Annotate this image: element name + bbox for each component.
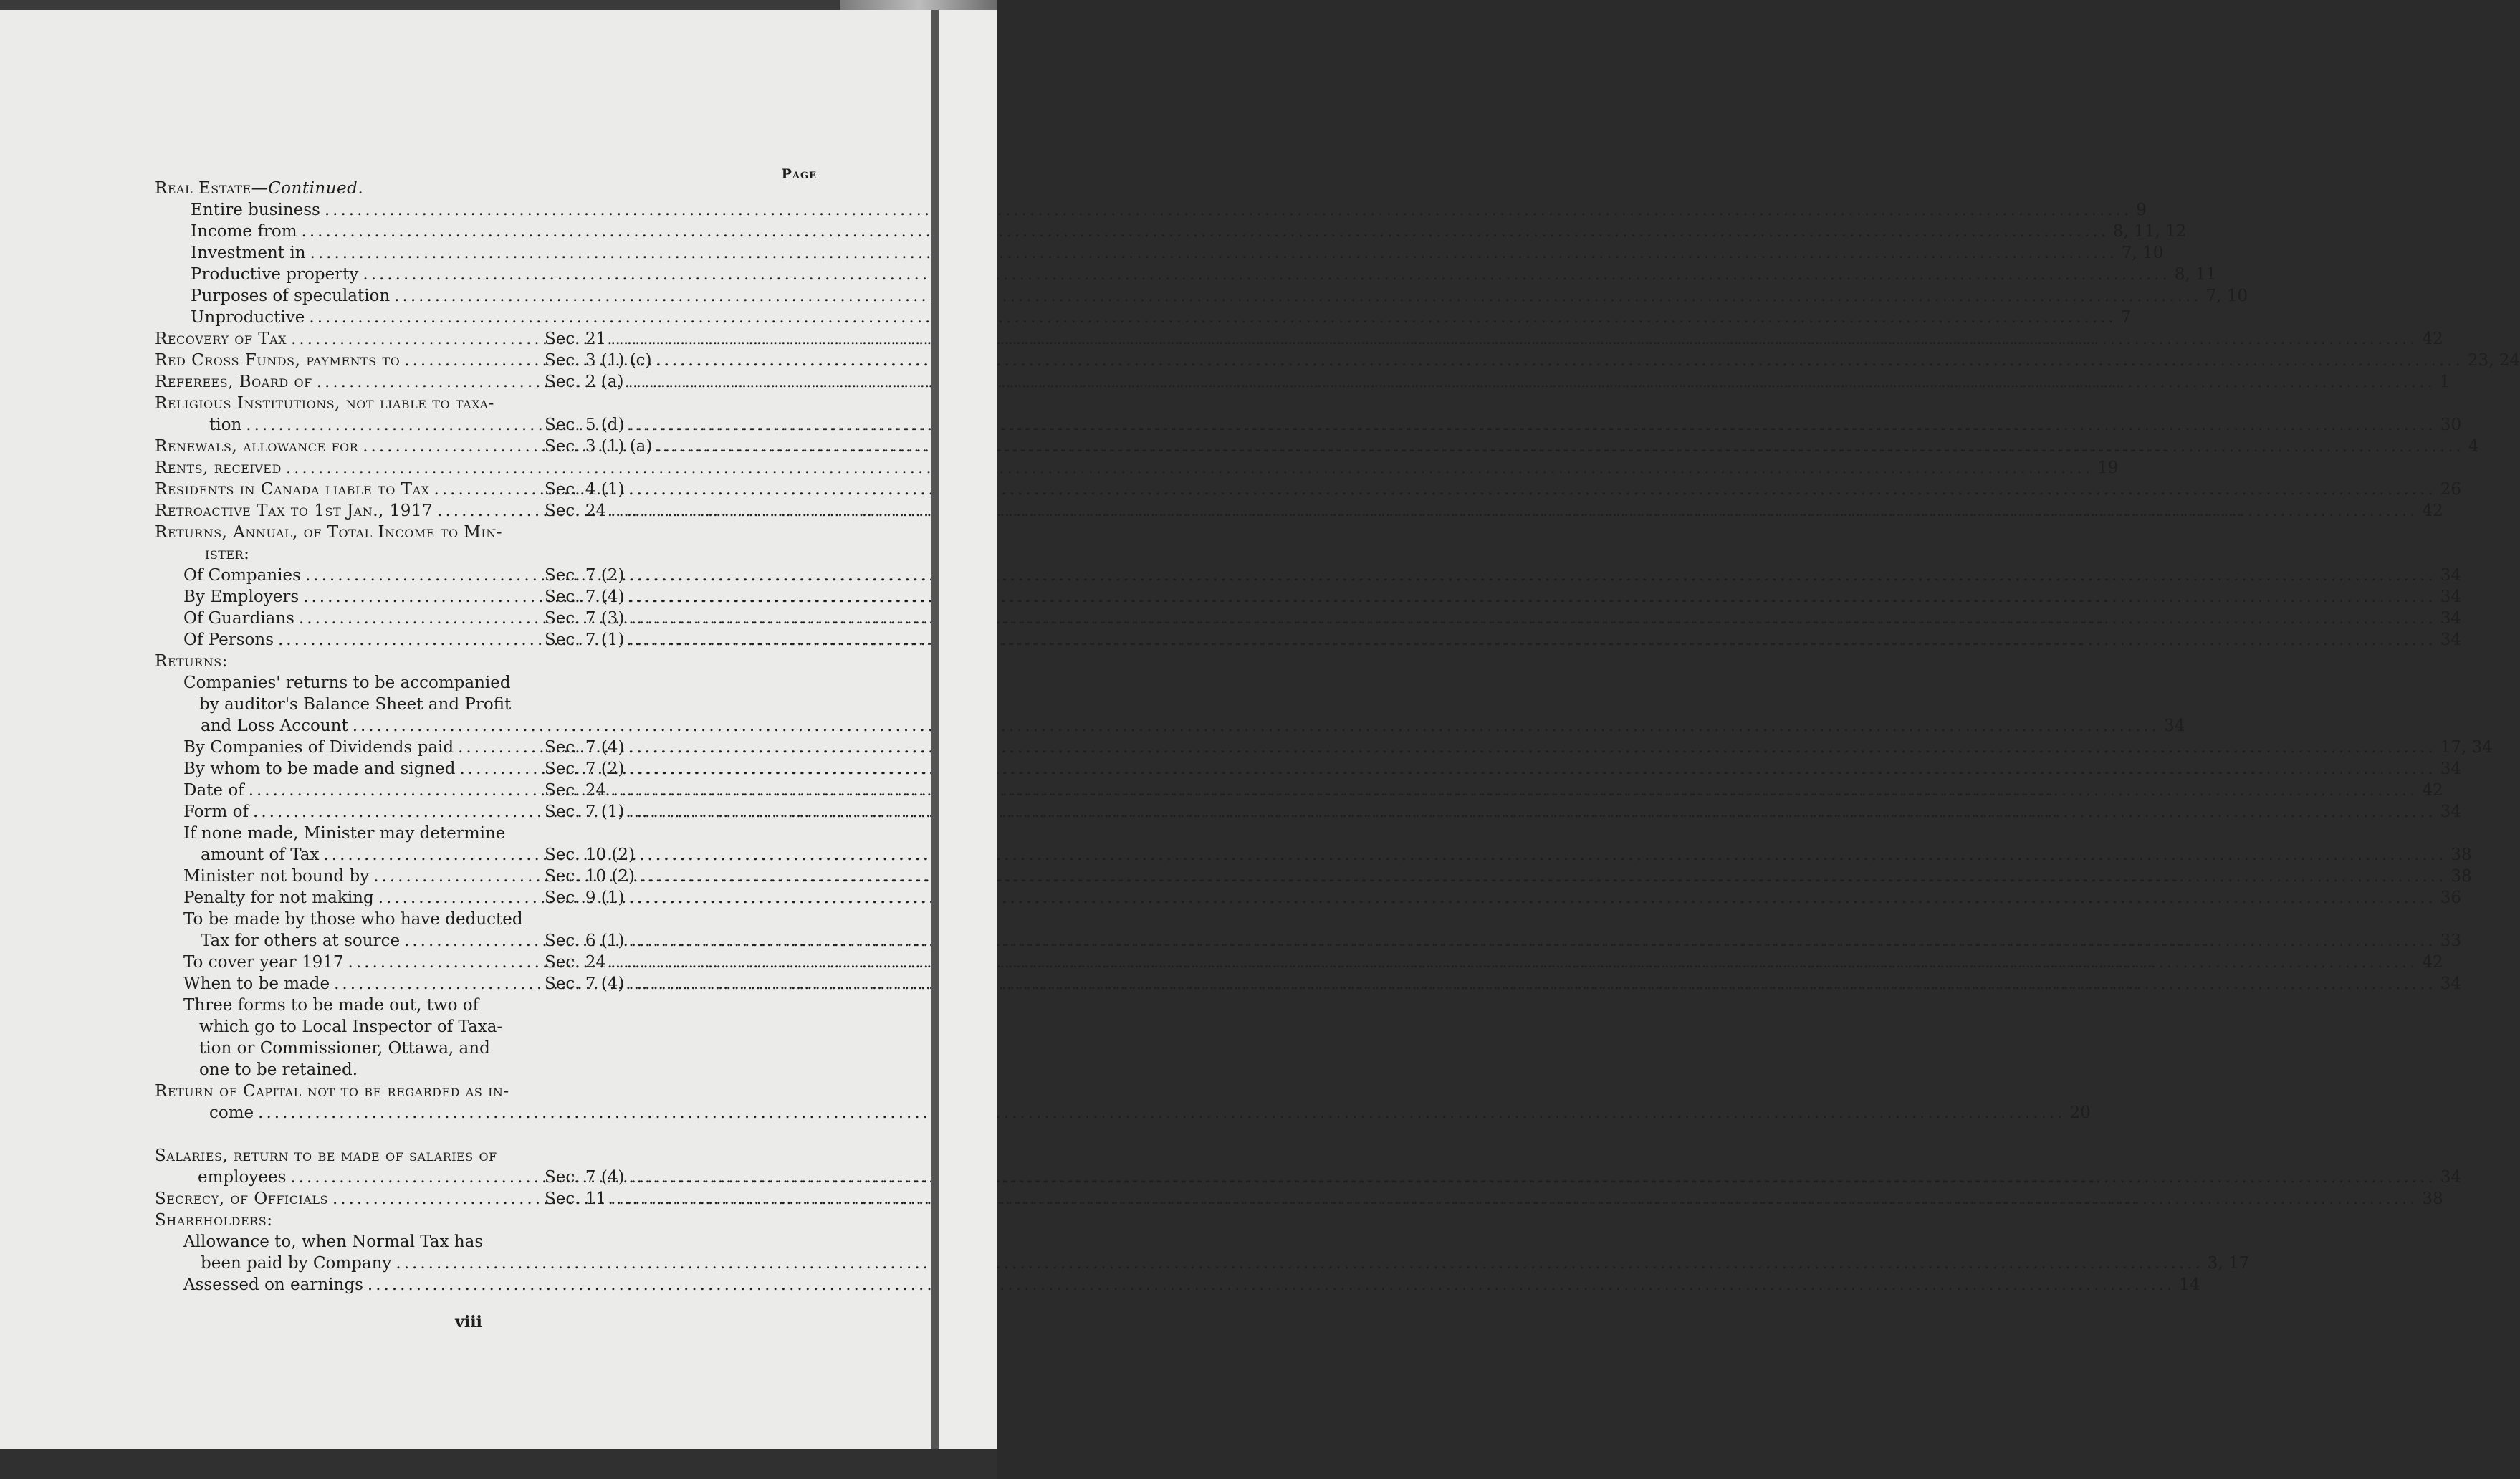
entry-subheading: and Loss Account [201, 717, 348, 735]
adjacent-page-strip [939, 10, 997, 1449]
entry-subheading: Of Guardians [183, 609, 294, 628]
leader-dots [656, 436, 2463, 457]
entry-left [155, 436, 545, 457]
entry-page-number: 19 [2097, 459, 2119, 477]
entry-heading: Referees, Board of [155, 373, 312, 391]
entry-subheading: been paid by Company [201, 1254, 392, 1273]
entry-page-number: 7, 10 [2205, 287, 2248, 305]
entry-section-ref: Sec. 7 (4) [545, 1168, 625, 1187]
entry-right [545, 844, 2472, 866]
index-entry [143, 758, 2462, 780]
entry-right [545, 737, 2493, 758]
entry-section-ref: Sec. 10 (2) [545, 846, 636, 864]
index-entry [143, 952, 2443, 973]
entry-subheading: employees [198, 1168, 287, 1187]
entry-section-ref: Sec. 7 (3) [545, 609, 625, 628]
entry-page-number: 38 [2450, 867, 2472, 886]
index-entry [143, 1274, 2200, 1296]
leader-dots [610, 952, 2418, 973]
entry-left [155, 414, 545, 436]
entry-subheading: Of Persons [183, 631, 274, 649]
entry-page-number: 33 [2440, 932, 2462, 950]
index-entry [143, 393, 817, 414]
entry-left [155, 500, 545, 522]
entry-page-number: 3, 17 [2207, 1254, 2250, 1273]
leader-dots [628, 887, 2435, 909]
entry-subheading: Date of [183, 781, 244, 800]
entry-left [183, 608, 545, 629]
entry-section-ref: Sec. 21 [545, 330, 607, 348]
page-folio: viii [455, 1313, 482, 1331]
index-entry [143, 780, 2443, 801]
entry-heading: Shareholders: [155, 1211, 273, 1230]
entry-left [183, 866, 545, 887]
index-entry-text [143, 1016, 817, 1038]
leader-dots [656, 350, 2463, 371]
entry-left [155, 479, 545, 500]
index-entry [143, 866, 2472, 887]
leader-dots [628, 737, 2435, 758]
entry-subheading: By whom to be made and signed [183, 760, 456, 778]
entry-subheading: Tax for others at source [201, 932, 401, 950]
entry-subheading: Productive property [191, 265, 359, 284]
entry-right [545, 328, 2443, 350]
entry-heading: Secrecy, of Officials [155, 1190, 328, 1208]
index-entry [143, 1167, 2462, 1188]
entry-left [183, 629, 545, 651]
leader-dots [363, 264, 2170, 285]
index-entry [143, 844, 2472, 866]
index-entry [143, 328, 2443, 350]
entry-section-ref: Sec. 5 (d) [545, 416, 625, 434]
entry-page-number: 1 [2439, 373, 2450, 391]
entry-right [545, 565, 2461, 586]
entry-right [545, 629, 2461, 651]
leader-dots [394, 285, 2201, 307]
entry-page-number: 34 [2440, 1168, 2462, 1187]
entry-subheading: Penalty for not making [183, 889, 374, 907]
index-entry [143, 1145, 817, 1167]
entry-subheading: amount of Tax [201, 846, 320, 864]
leader-dots [628, 565, 2435, 586]
index-entry [143, 500, 2443, 522]
index-entry [143, 178, 817, 199]
entry-section-ref: Sec. 6 (1) [545, 932, 625, 950]
entry-subheading: Entire business [191, 201, 320, 219]
entry-left [183, 801, 545, 823]
entry-right [545, 887, 2461, 909]
index-entry [143, 436, 2479, 457]
entry-right [545, 586, 2461, 608]
index-entry [143, 285, 2248, 307]
entry-right [545, 801, 2461, 823]
index-entry [143, 801, 2462, 823]
entry-left [183, 887, 545, 909]
entry-page-number: 38 [2450, 846, 2472, 864]
entry-left [183, 1167, 545, 1188]
entry-section-ref: Sec. 3 (1) (c) [545, 351, 652, 370]
entry-section-ref: Sec. 7 (4) [545, 588, 625, 606]
page-column-header: Page [781, 166, 817, 182]
entry-section-ref: Sec. 24 [545, 953, 607, 972]
entry-heading: come [209, 1104, 254, 1122]
index-entry-text [143, 1038, 817, 1059]
entry-page-number: 42 [2422, 781, 2443, 800]
entry-page-number: 34 [2440, 975, 2462, 993]
entry-page-number: 42 [2422, 502, 2443, 520]
entry-right [545, 350, 2520, 371]
entry-subheading: Assessed on earnings [183, 1275, 363, 1294]
entry-right [545, 758, 2461, 780]
entry-left [183, 565, 545, 586]
entry-gap [143, 1124, 817, 1145]
entry-right [545, 436, 2478, 457]
leader-dots [302, 221, 2109, 242]
index-entry-text [143, 1231, 817, 1253]
leader-dots [628, 930, 2435, 952]
entry-left [183, 952, 545, 973]
leader-dots [610, 780, 2418, 801]
entry-text-line: Companies' returns to be accompanied [183, 674, 511, 692]
entry-text-line: To be made by those who have deducted [183, 910, 523, 929]
index-entry [143, 479, 2462, 500]
entry-left [183, 844, 545, 866]
entry-page-number: 23, 24 [2467, 351, 2520, 370]
book-page [0, 10, 2520, 1449]
index-entry [143, 565, 2462, 586]
entry-heading: Retroactive Tax to 1st Jan., 1917 [155, 502, 433, 520]
leader-dots [368, 1274, 2175, 1296]
index-content [143, 161, 2520, 1296]
leader-dots [628, 629, 2435, 651]
entry-left [155, 1188, 545, 1210]
leader-dots [628, 973, 2435, 995]
entry-left [155, 328, 545, 350]
entry-heading: Returns, Annual, of Total Income to Min- [155, 523, 503, 542]
entry-left [183, 586, 545, 608]
leader-dots [258, 1102, 2065, 1124]
index-entry [143, 930, 2462, 952]
entry-section-ref: Sec. 3 (1) (a) [545, 437, 653, 456]
index-entry [143, 371, 2450, 393]
entry-section-ref: Sec. 2 (a) [545, 373, 624, 391]
index-entry [143, 1210, 817, 1231]
leader-dots [628, 371, 2435, 393]
entry-page-number: 9 [2136, 201, 2147, 219]
entry-heading: Red Cross Funds, payments to [155, 351, 401, 370]
leader-dots [628, 608, 2435, 629]
index-entry [143, 715, 2185, 737]
entry-left [183, 780, 545, 801]
entry-right [545, 930, 2461, 952]
entry-right [545, 500, 2443, 522]
entry-subheading: By Employers [183, 588, 300, 606]
entry-heading: Return of Capital not to be regarded as in- [155, 1082, 509, 1101]
index-entry [143, 199, 2147, 221]
page-gutter-edge [931, 10, 939, 1449]
leader-dots [628, 479, 2435, 500]
entry-subheading: By Companies of Dividends paid [183, 738, 454, 757]
entry-heading-continuation: ister: [205, 545, 250, 563]
index-entry-text [143, 1059, 817, 1081]
index-entry [143, 522, 817, 543]
entry-page-number: 42 [2422, 330, 2443, 348]
leader-dots [639, 844, 2446, 866]
entry-heading: Renewals, allowance for [155, 437, 359, 456]
entry-page-number: 30 [2440, 416, 2462, 434]
index-entry [143, 973, 2462, 995]
index-entry [143, 608, 2462, 629]
leader-dots [325, 199, 2132, 221]
entry-text-line: Allowance to, when Normal Tax has [183, 1232, 484, 1251]
entry-text-line: tion or Commissioner, Ottawa, and [199, 1039, 490, 1058]
entry-page-number: 38 [2422, 1190, 2443, 1208]
entry-right [545, 371, 2450, 393]
index-entry-text [143, 672, 817, 694]
entry-subheading: Investment in [191, 244, 306, 262]
leader-dots [629, 414, 2436, 436]
index-entry-text [143, 909, 817, 930]
leader-dots [639, 866, 2446, 887]
entry-page-number: 26 [2440, 480, 2462, 499]
entry-page-number: 8, 11 [2174, 265, 2217, 284]
entry-subheading: Minister not bound by [183, 867, 370, 886]
entry-page-number: 7 [2120, 308, 2132, 327]
leader-dots [610, 500, 2418, 522]
index-entry [143, 1253, 2250, 1274]
leader-dots [396, 1253, 2203, 1274]
entry-page-number: 34 [2164, 717, 2185, 735]
entry-section-ref: Sec. 7 (2) [545, 566, 625, 585]
entry-page-number: 42 [2422, 953, 2443, 972]
entry-page-number: 34 [2440, 803, 2462, 821]
index-entry [143, 221, 2187, 242]
entry-subheading: Unproductive [191, 308, 305, 327]
leader-dots [309, 307, 2116, 328]
entry-right [545, 866, 2472, 887]
entry-section-ref: Sec. 9 (1) [545, 889, 625, 907]
entry-text-line: one to be retained. [199, 1061, 358, 1079]
entry-page-number: 7, 10 [2121, 244, 2164, 262]
entry-heading: Residents in Canada liable to Tax [155, 480, 430, 499]
index-entry [143, 1081, 817, 1102]
entry-continued: Continued. [268, 179, 364, 198]
entry-left [183, 737, 545, 758]
index-entry [143, 307, 2132, 328]
entry-heading: Real Estate— [155, 179, 269, 198]
entry-section-ref: Sec. 10 (2) [545, 867, 636, 886]
entry-heading: Rents, received [155, 459, 282, 477]
entry-page-number: 4 [2468, 437, 2479, 456]
entry-text-line: which go to Local Inspector of Taxa- [199, 1018, 503, 1036]
entry-page-number: 34 [2440, 566, 2462, 585]
entry-right [545, 414, 2461, 436]
entry-right [545, 608, 2461, 629]
index-entry [143, 629, 2462, 651]
index-entry [143, 1188, 2443, 1210]
entry-right [545, 780, 2443, 801]
index-entry [143, 651, 817, 672]
entry-heading: Religious Institutions, not liable to taxa- [155, 394, 494, 413]
entry-page-number: 34 [2440, 609, 2462, 628]
entry-page-number: 34 [2440, 588, 2462, 606]
entry-heading: Salaries, return to be made of salaries of [155, 1147, 497, 1165]
leader-dots [628, 1167, 2435, 1188]
index-entry [143, 586, 2462, 608]
index-entry [143, 887, 2462, 909]
entry-subheading: To cover year 1917 [183, 953, 344, 972]
entry-page-number: 36 [2440, 889, 2462, 907]
entry-section-ref: Sec. 7 (4) [545, 738, 625, 757]
index-entry [143, 457, 2119, 479]
entry-right [545, 1188, 2443, 1210]
index-entry [143, 264, 2217, 285]
index-entry-text [143, 694, 817, 715]
index-entry [143, 1102, 2091, 1124]
index-entry [143, 350, 2520, 371]
entry-page-number: 8, 11, 12 [2112, 222, 2187, 241]
scan-bottom-border [0, 1449, 997, 1479]
entry-text-line: by auditor's Balance Sheet and Profit [199, 695, 512, 714]
entry-page-number: 17, 34 [2440, 738, 2493, 757]
leader-dots [628, 801, 2435, 823]
entry-subheading: Purposes of speculation [191, 287, 391, 305]
entry-section-ref: Sec. 7 (1) [545, 631, 625, 649]
entry-subheading: Income from [191, 222, 297, 241]
entry-heading-continuation: tion [209, 416, 242, 434]
entry-heading: Recovery of Tax [155, 330, 287, 348]
index-entry-text [143, 995, 817, 1016]
index-entry [143, 543, 817, 565]
entry-left [155, 350, 545, 371]
entry-heading: Returns: [155, 652, 228, 671]
entry-left [183, 758, 545, 780]
entry-section-ref: Sec. 7 (4) [545, 975, 625, 993]
index-entry [143, 242, 2164, 264]
leader-dots [628, 758, 2435, 780]
entry-section-ref: Sec. 11 [545, 1190, 607, 1208]
entry-section-ref: Sec. 24 [545, 781, 607, 800]
entry-section-ref: Sec. 4 (1) [545, 480, 625, 499]
entry-subheading: Of Companies [183, 566, 301, 585]
leader-dots [610, 1188, 2418, 1210]
entry-section-ref: Sec. 7 (1) [545, 803, 625, 821]
leader-dots [353, 715, 2160, 737]
entry-text-line: If none made, Minister may determine [183, 824, 506, 843]
entry-section-ref: Sec. 7 (2) [545, 760, 625, 778]
index-entry [143, 414, 2462, 436]
entry-right [545, 973, 2461, 995]
entry-left [183, 930, 545, 952]
entry-left [155, 371, 545, 393]
entry-page-number: 20 [2069, 1104, 2091, 1122]
entry-right [545, 952, 2443, 973]
entry-page-number: 34 [2440, 760, 2462, 778]
entry-text-line: Three forms to be made out, two of [183, 996, 479, 1015]
entry-section-ref: Sec. 24 [545, 502, 607, 520]
leader-dots [628, 586, 2435, 608]
leader-dots [286, 457, 2093, 479]
entry-subheading: Form of [183, 803, 249, 821]
leader-dots [310, 242, 2117, 264]
entry-right [545, 479, 2461, 500]
entry-right [545, 1167, 2461, 1188]
entry-left [183, 973, 545, 995]
entry-subheading: When to be made [183, 975, 330, 993]
leader-dots [610, 328, 2418, 350]
index-entry [143, 737, 2493, 758]
index-entry-text [143, 823, 817, 844]
entry-page-number: 14 [2179, 1275, 2200, 1294]
entry-page-number: 34 [2440, 631, 2462, 649]
